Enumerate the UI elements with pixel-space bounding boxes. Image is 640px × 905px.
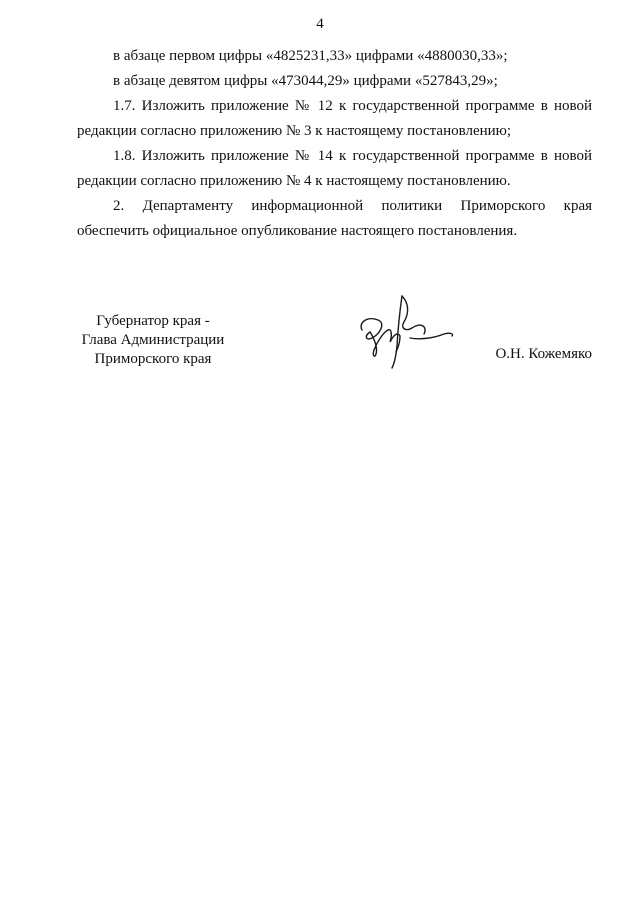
handwritten-signature <box>340 288 460 370</box>
signatory-position <box>78 312 228 369</box>
position-line-1: Губернатор края - <box>96 313 210 329</box>
paragraph-ninth-abzac: в абзаце девятом цифры «473044,29» цифрами «527843,29»; <box>113 73 498 89</box>
document-body <box>77 44 592 244</box>
position-line-3: Приморского края <box>94 351 212 367</box>
paragraph-item-2: 2. Департаменту информационной политики Приморского края обеспечить официальное опубликование настоящего постановления. <box>77 198 592 239</box>
page-number: 4 <box>316 16 324 32</box>
signatory-name: О.Н. Кожемяко <box>495 346 592 362</box>
paragraph-item-1-8: 1.8. Изложить приложение № 14 к государственной программе в новой редакции согласно приложению № 4 к настоящему постановлению. <box>77 148 592 189</box>
paragraph-first-abzac: в абзаце первом цифры «4825231,33» цифрами «4880030,33»; <box>113 48 508 64</box>
position-line-2: Глава Администрации <box>81 332 225 348</box>
paragraph-item-1-7: 1.7. Изложить приложение № 12 к государственной программе в новой редакции согласно приложению № 3 к настоящему постановлению; <box>77 98 592 139</box>
